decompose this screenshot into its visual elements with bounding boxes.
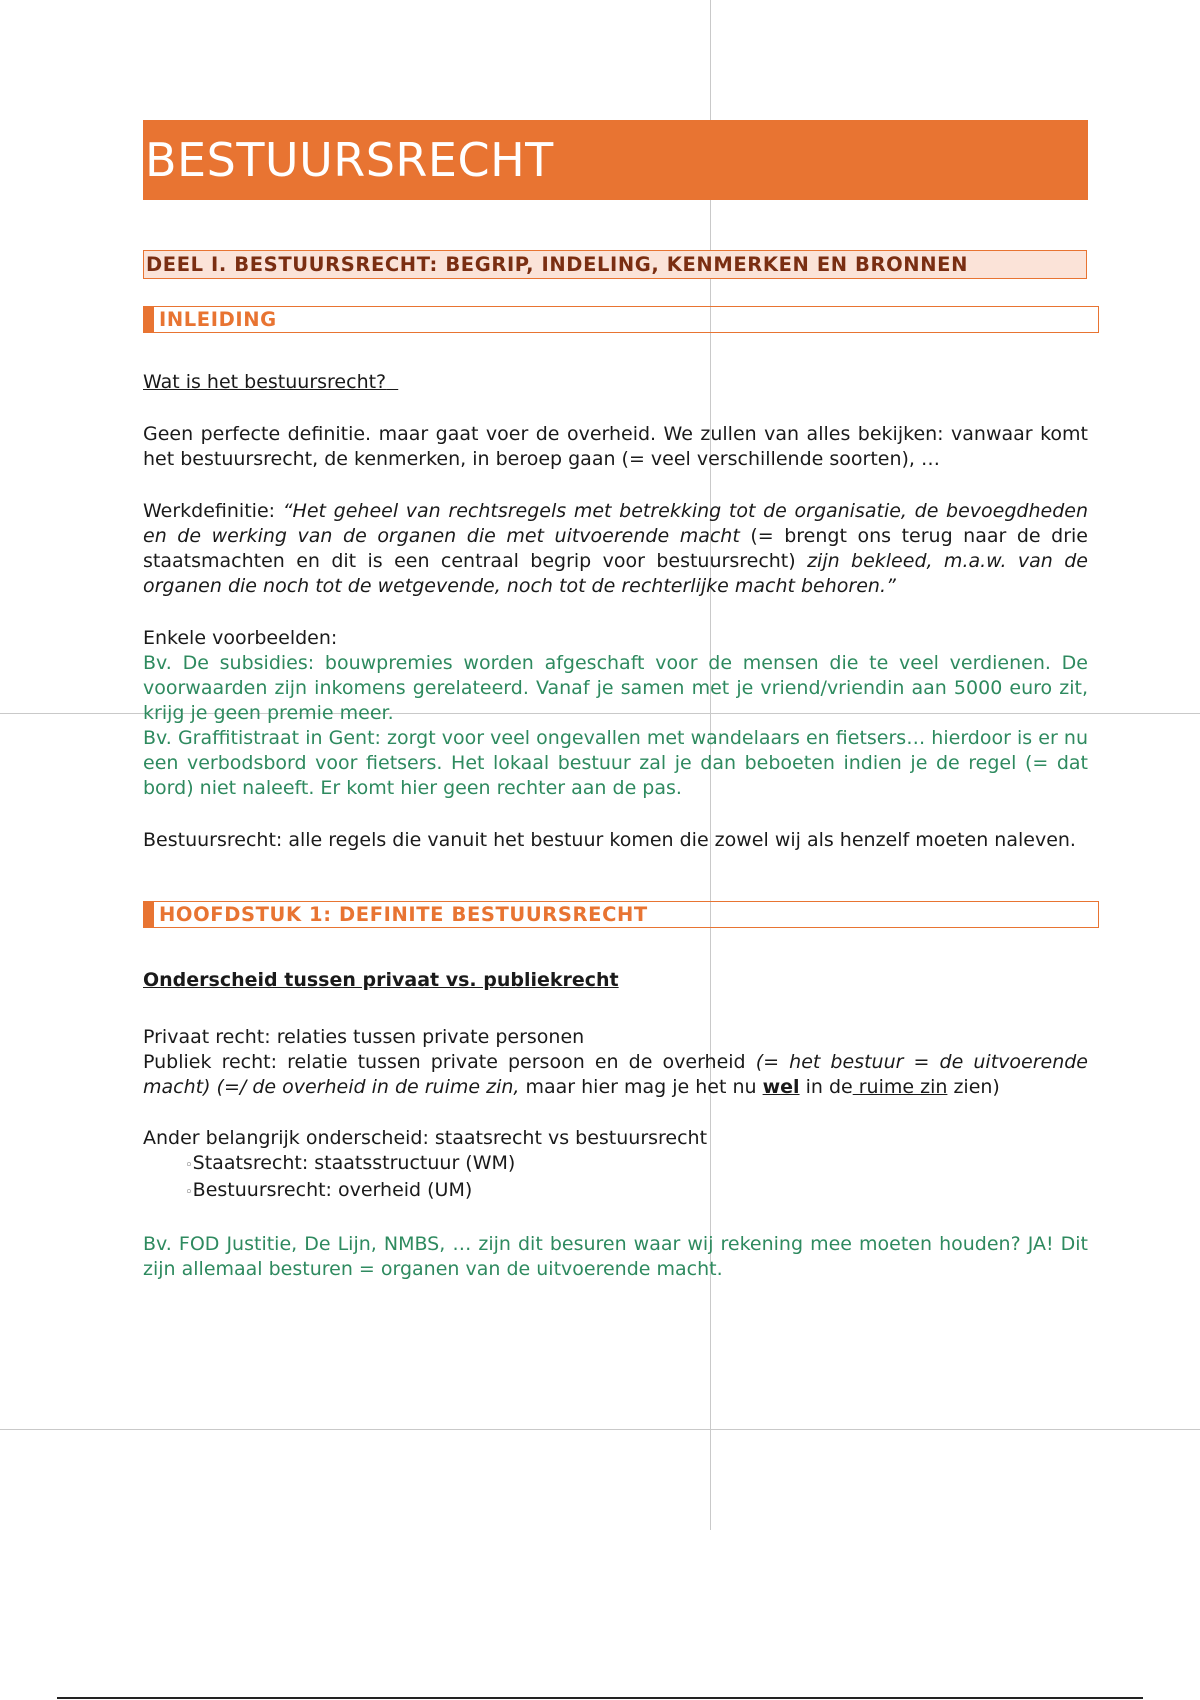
example-subsidies: Bv. De subsidies: bouwpremies worden afgeschaft voor de mensen die te veel verdienen. De voorwaarden zijn inkomens gerelateerd. Vanaf je samen met je vriend/vriendin aan 5000 euro zit, krijg je geen premie meer. [143, 652, 1088, 724]
example-besturen: Bv. FOD Justitie, De Lijn, NMBS, … zijn dit besuren waar wij rekening mee moeten houden? JA! Dit zijn allemaal besturen = organen van de uitvoerende macht. [143, 1233, 1088, 1280]
subheading-privaat-publiek: Onderscheid tussen privaat vs. publiekrecht [143, 969, 619, 991]
conclusion-paragraph: Bestuursrecht: alle regels die vanuit het bestuur komen die zowel wij als henzelf moeten naleven. [143, 829, 1076, 851]
emphasis-wel: wel [762, 1076, 800, 1098]
list-item [185, 1178, 1088, 1205]
publiek-recht-text: Publiek recht: relatie tussen private persoon en de overheid [143, 1051, 756, 1073]
working-definition-quote-2: zijn bekleed, m.a.w. van de organen die noch tot de wetgevende, noch tot de rechterlijke macht behoren.” [143, 550, 1088, 597]
list-item [185, 1151, 1088, 1178]
publiek-recht-italic: (= het bestuur = de uitvoerende macht) (=/ de overheid in de ruime zin, [143, 1051, 1088, 1098]
working-definition-label: Werkdefinitie: [143, 500, 283, 522]
layout-guide-horizontal [0, 1429, 1200, 1430]
intro-paragraph: Geen perfecte definitie. maar gaat voer de overheid. We zullen van alles bekijken: vanwaar komt het bestuursrecht, de kenmerken, in beroep gaan (= veel verschillende soorten), … [143, 423, 1088, 470]
working-definition-note: (= brengt ons terug naar de drie staatsmachten en dit is een centraal begrip voor bestuursrecht) [143, 525, 1088, 572]
working-definition-quote-1: “Het geheel van rechtsregels met betrekking tot de organisatie, de bevoegdheden en de werking van de organen die met uitvoerende macht [143, 500, 1089, 547]
publiek-recht-paragraph [143, 1050, 1088, 1100]
ander-onderscheid: Ander belangrijk onderscheid: staatsrecht vs bestuursrecht [143, 1127, 708, 1149]
part-heading: DEEL I. BESTUURSRECHT: BEGRIP, INDELING, KENMERKEN EN BRONNEN [143, 250, 1087, 279]
emphasis-ruime-zin: ruime zin [852, 1076, 948, 1098]
examples-label: Enkele voorbeelden: [143, 627, 338, 649]
bullet-icon: ◦ [185, 1158, 193, 1173]
working-definition [143, 499, 1088, 599]
document-page [143, 120, 1088, 1282]
list-item-text: Staatsrecht: staatsstructuur (WM) [192, 1152, 516, 1174]
example-graffitistraat: Bv. Graffitistraat in Gent: zorgt voor veel ongevallen met wandelaars en fietsers… hierdoor is er nu een verbodsbord voor fietsers. Het lokaal bestuur zal je dan beboeten indien je de regel (= dat bord) niet naleeft. Er komt hier geen rechter aan de pas. [143, 727, 1088, 799]
publiek-recht-text-2: maar hier mag je het nu [519, 1076, 763, 1098]
question-text: Wat is het bestuursrecht? [143, 371, 387, 393]
publiek-recht-text-3: in de [799, 1076, 853, 1098]
section-heading-inleiding: INLEIDING [143, 306, 1099, 333]
page-bottom-rule [57, 1697, 1143, 1699]
privaat-recht-line: Privaat recht: relaties tussen private personen [143, 1026, 585, 1048]
page-title: BESTUURSRECHT [143, 120, 1088, 200]
question-heading [143, 370, 1088, 395]
publiek-recht-text-4: zien) [947, 1076, 1000, 1098]
list-item-text: Bestuursrecht: overheid (UM) [192, 1179, 473, 1201]
section-heading-hoofdstuk-1: HOOFDSTUK 1: DEFINITE BESTUURSRECHT [143, 901, 1099, 928]
bullet-icon: ◦ [185, 1185, 193, 1200]
